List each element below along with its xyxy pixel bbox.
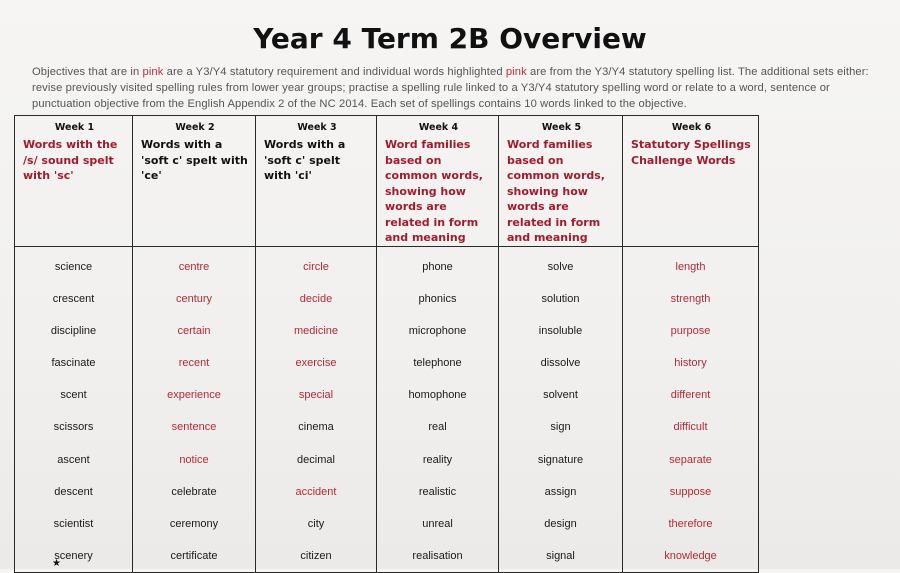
spelling-word: history: [674, 357, 707, 370]
spelling-word: reality: [422, 453, 453, 466]
spelling-word: unreal: [422, 518, 453, 530]
spelling-word: therefore: [668, 518, 713, 530]
page-title: Year 4 Term 2B Overview: [253, 22, 647, 55]
spelling-word: scent: [60, 389, 87, 402]
spelling-word: assign: [544, 485, 577, 498]
week-objective: Statutory Spellings Challenge Words: [631, 138, 751, 167]
week-header-2: [133, 116, 256, 247]
spelling-word: discipline: [50, 324, 97, 337]
overview-table: [14, 115, 759, 573]
week-header-5: [499, 116, 623, 247]
spelling-word: experience: [167, 389, 221, 402]
spelling-word: solvent: [543, 389, 578, 402]
week-label: Week 6: [671, 122, 712, 133]
spelling-word: celebrate: [171, 485, 217, 498]
words-row: [15, 246, 759, 573]
intro-pink-word-2: pink: [505, 66, 527, 78]
spelling-word: sentence: [171, 421, 217, 434]
spelling-word: crescent: [52, 292, 95, 305]
spelling-word: realistic: [418, 485, 457, 498]
week-words-3: [256, 246, 377, 573]
week-header-4: [377, 116, 499, 247]
spelling-word: scientist: [53, 518, 94, 530]
week-header-6: [623, 116, 759, 247]
week-objective: Word families based on common words, showing how words are related in form and meaning: [507, 138, 605, 244]
spelling-word: accident: [295, 485, 337, 498]
week-words-2: [133, 246, 256, 573]
week-label: Week 3: [297, 122, 337, 133]
spelling-word: decimal: [297, 453, 335, 466]
spelling-word: telephone: [413, 357, 462, 370]
intro-text-2: are a Y3/Y4 statutory requirement and individual words highlighted: [163, 66, 506, 78]
spelling-word: purpose: [670, 324, 711, 337]
spelling-word: microphone: [408, 324, 467, 337]
spelling-word: cinema: [298, 421, 334, 434]
spelling-word: special: [298, 389, 334, 402]
spelling-word: realisation: [412, 550, 463, 563]
spelling-word: century: [175, 292, 213, 305]
spelling-word: certain: [177, 324, 211, 337]
week-objective: Words with a 'soft c' spelt with 'ci': [264, 138, 346, 182]
spelling-word: sign: [550, 421, 571, 434]
spelling-word: notice: [179, 453, 209, 466]
spelling-word: strength: [670, 292, 711, 305]
spelling-word: ascent: [57, 453, 90, 466]
header-row: [15, 116, 759, 247]
week-header-3: [256, 116, 377, 247]
spelling-word: phonics: [418, 292, 457, 305]
spelling-word: signature: [537, 453, 584, 466]
intro-pink-word-1: pink: [142, 66, 164, 78]
intro-text-3: are from the Y3/Y4 statutory spelling list. The additional sets either: revise previously visited spelling rules from lower year groups; practise a spelling rule linked to a Y3/Y4 statutory spelling word or relate to a word, sentence or punctuation objective from the English Appendix 2 of the NC 2014. Each set of spellings contains 10 words linked to the objective.: [32, 66, 869, 110]
spelling-word: solve: [547, 260, 574, 273]
spelling-word: decide: [299, 292, 333, 305]
spelling-word: homophone: [408, 389, 467, 402]
spelling-word: signal: [546, 550, 575, 563]
week-words-5: [499, 246, 623, 573]
week-objective: Words with the /s/ sound spelt with 'sc': [23, 138, 118, 182]
spelling-word: insoluble: [538, 324, 583, 337]
spelling-word: suppose: [669, 485, 712, 498]
spelling-word: different: [670, 389, 711, 402]
week-objective: Word families based on common words, showing how words are related in form and meaning: [385, 138, 483, 244]
spelling-word: centre: [178, 260, 210, 273]
spelling-word: descent: [54, 485, 93, 498]
spelling-word: city: [307, 518, 325, 530]
spelling-word: exercise: [295, 357, 337, 370]
spelling-word: scissors: [53, 421, 94, 434]
week-label: Week 2: [175, 122, 215, 133]
week-words-6: [623, 246, 759, 573]
spelling-word: length: [675, 260, 706, 273]
spelling-word: separate: [669, 453, 712, 466]
spelling-word: fascinate: [51, 357, 96, 370]
spelling-word: recent: [178, 357, 210, 370]
spelling-word: knowledge: [664, 550, 717, 563]
spelling-word: science: [54, 260, 93, 273]
spelling-word: scenery: [54, 550, 93, 563]
week-label: Week 5: [541, 122, 582, 133]
week-objective: Words with a 'soft c' spelt with 'ce': [141, 138, 248, 182]
week-words-4: [377, 246, 499, 573]
spelling-word: citizen: [300, 550, 332, 563]
intro-paragraph: [32, 64, 882, 112]
spelling-word: medicine: [293, 324, 339, 337]
intro-text-1: Objectives that are in: [32, 66, 143, 78]
spelling-word: ceremony: [169, 518, 219, 530]
spelling-word: circle: [303, 260, 329, 273]
week-label: Week 4: [418, 122, 459, 133]
spelling-word: certificate: [170, 550, 218, 563]
week-header-1: [15, 116, 133, 247]
spelling-word: real: [428, 421, 447, 434]
spelling-word: solution: [541, 292, 580, 305]
week-label: Week 1: [54, 122, 95, 133]
spelling-word: difficult: [673, 421, 708, 434]
footer-star-icon: ★: [52, 558, 61, 569]
week-words-1: [15, 246, 133, 573]
spelling-word: design: [544, 518, 577, 530]
spelling-word: phone: [422, 260, 453, 273]
spelling-word: dissolve: [540, 357, 581, 370]
